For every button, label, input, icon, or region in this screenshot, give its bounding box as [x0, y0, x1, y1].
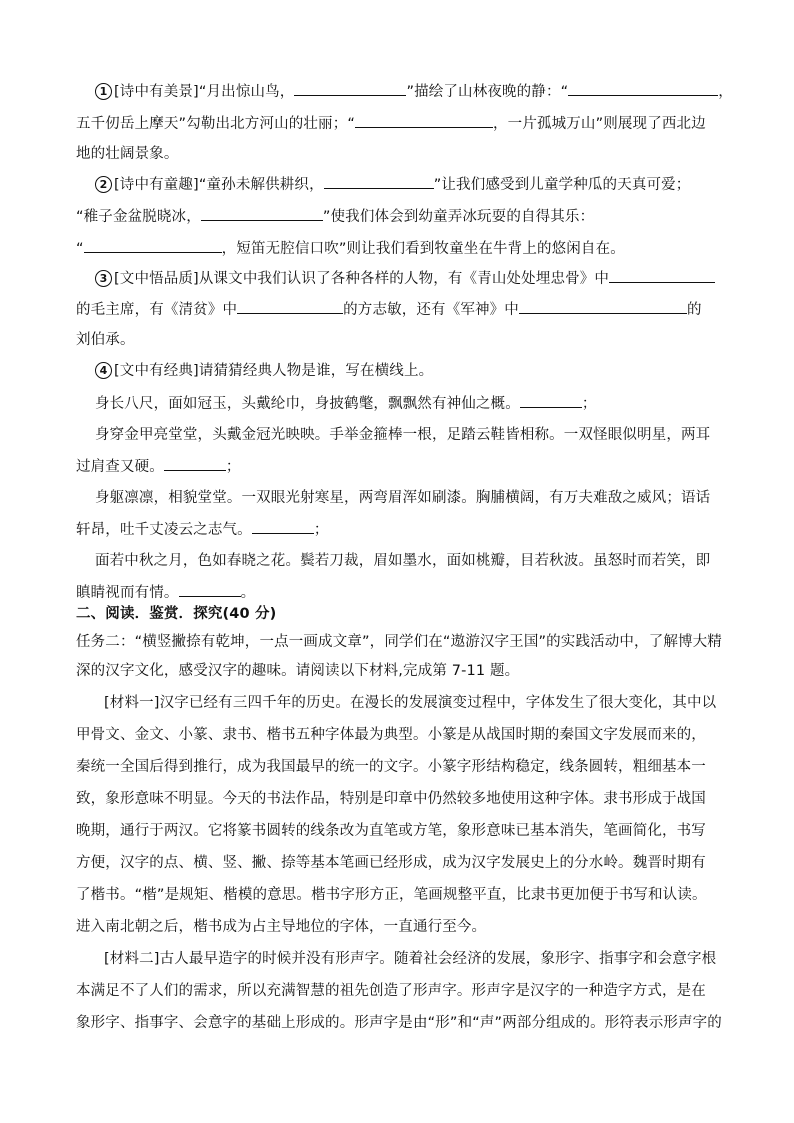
material2-line: 本满足不了人们的需求，所以充满智慧的祖先创造了形声字。形声字是汉字的一种造字方式，是在 — [76, 983, 706, 999]
circled-number-1: 1 — [95, 83, 112, 100]
circled-number-3: 3 — [95, 270, 112, 287]
answer-blank[interactable] — [294, 81, 406, 96]
q4-passage-3-line-1: 身躯凛凛，相貌堂堂。一双眼光射寒星，两弯眉浑如刷漆。胸脯横阔，有万夫难敌之威风；语话 — [95, 490, 711, 506]
answer-blank[interactable] — [179, 582, 241, 597]
material1-line: 甲骨文、金文、小篆、隶书、楷书五种字体最为典型。小篆是从战国时期的秦国文字发展而来的， — [76, 727, 706, 743]
q1-line-1: 1 [诗中有美景]“月出惊山鸟， ”描绘了山林夜晚的静：“ ， — [95, 81, 733, 102]
answer-blank[interactable] — [355, 113, 493, 128]
q4-passage-1: 身长八尺，面如冠玉，头戴纶巾，身披鹤氅，飘飘然有神仙之概。 ； — [95, 393, 597, 414]
q4-passage-3-line-2: 轩昂，吐千丈凌云之志气。 ； — [76, 519, 328, 540]
answer-blank[interactable] — [84, 238, 222, 253]
q3-line-2: 的毛主席，有《清贫》中 的方志敏，还有《军神》中 的 — [76, 299, 702, 320]
q4-line-1: 4 [文中有经典]请猜猜经典人物是谁，写在横线上。 — [95, 361, 433, 381]
q4-passage-2-line-1: 身穿金甲亮堂堂，头戴金冠光映映。手举金箍棒一根，足踏云鞋皆相称。一双怪眼似明星，两耳 — [95, 427, 711, 443]
material1-line: 秦统一全国后得到推行，成为我国最早的统一的文字。小篆字形结构稳定，线条圆转，粗细基本一 — [76, 759, 706, 775]
q1-line-2: 五千仞岳上摩天”勾勒出北方河山的壮丽；“ ，一片孤城万山”则展现了西北边 — [76, 113, 706, 134]
q2-line-1: 2 [诗中有童趣]“童孙未解供耕织， ”让我们感受到儿童学种瓜的天真可爱； — [95, 174, 690, 195]
material1-line: 了楷书。“楷”是规矩、楷模的意思。楷书字形方正，笔画规整平直，比隶书更加便于书写和认读。 — [76, 887, 707, 903]
material1-line: [材料一]汉字已经有三四千年的历史。在漫长的发展演变过程中，字体发生了很大变化，其中以 — [104, 695, 717, 711]
answer-blank[interactable] — [164, 456, 226, 471]
q3-line-3: 刘伯承。 — [76, 332, 135, 348]
q4-passage-4-line-2: 瞋睛视而有情。 。 — [76, 582, 255, 603]
circled-number-2: 2 — [95, 176, 112, 193]
answer-blank[interactable] — [201, 206, 323, 221]
task-intro-line-2: 深的汉字文化，感受汉字的趣味。请阅读以下材料,完成第 7-11 题。 — [76, 663, 520, 679]
material1-line: 进入南北朝之后，楷书成为占主导地位的字体，一直通行至今。 — [76, 919, 487, 935]
answer-blank[interactable] — [519, 299, 687, 314]
q2-line-2: “稚子金盆脱晓冰， ”使我们体会到幼童弄冰玩耍的自得其乐： — [76, 206, 594, 227]
answer-blank[interactable] — [609, 268, 715, 283]
answer-blank[interactable] — [568, 81, 718, 96]
material2-line: [材料二]古人最早造字的时候并没有形声字。随着社会经济的发展，象形字、指事字和会意字根 — [104, 951, 717, 967]
q3-line-1: 3 [文中悟品质]从课文中我们认识了各种各样的人物，有《青山处处埋忠骨》中 — [95, 268, 715, 289]
answer-blank[interactable] — [252, 519, 314, 534]
material1-line: 致，象形意味不明显。今天的书法作品，特别是印章中仍然较多地使用这种字体。隶书形成于战国 — [76, 791, 706, 807]
material1-line: 晚期，通行于两汉。它将篆书圆转的线条改为直笔或方笔，象形意味已基本消失，笔画简化，书写 — [76, 823, 706, 839]
material1-line: 方便，汉字的点、横、竖、撇、捺等基本笔画已经形成，成为汉字发展史上的分水岭。魏晋时期有 — [76, 855, 706, 871]
q4-passage-2-line-2: 过肩查又硬。 ； — [76, 456, 241, 477]
answer-blank[interactable] — [520, 393, 582, 408]
circled-number-4: 4 — [95, 362, 112, 379]
q4-passage-4-line-1: 面若中秋之月，色如春晓之花。鬓若刀裁，眉如墨水，面如桃瓣，目若秋波。虽怒时而若笑，即 — [95, 553, 711, 569]
material2-line: 象形字、指事字、会意字的基础上形成的。形声字是由“形”和“声”两部分组成的。形符表示形声字的 — [76, 1015, 722, 1031]
task-intro-line-1: 任务二：“横竖撇捺有乾坤，一点一画成文章”，同学们在“遨游汉字王国”的实践活动中，了解博大精 — [76, 634, 722, 650]
q2-line-3: “ ，短笛无腔信口吹”则让我们看到牧童坐在牛背上的悠闲自在。 — [76, 238, 625, 259]
answer-blank[interactable] — [324, 174, 434, 189]
section-heading: 二、阅读．鉴赏．探究(40 分) — [76, 606, 277, 622]
answer-blank[interactable] — [237, 299, 343, 314]
q1-line-3: 地的壮阔景象。 — [76, 146, 179, 162]
